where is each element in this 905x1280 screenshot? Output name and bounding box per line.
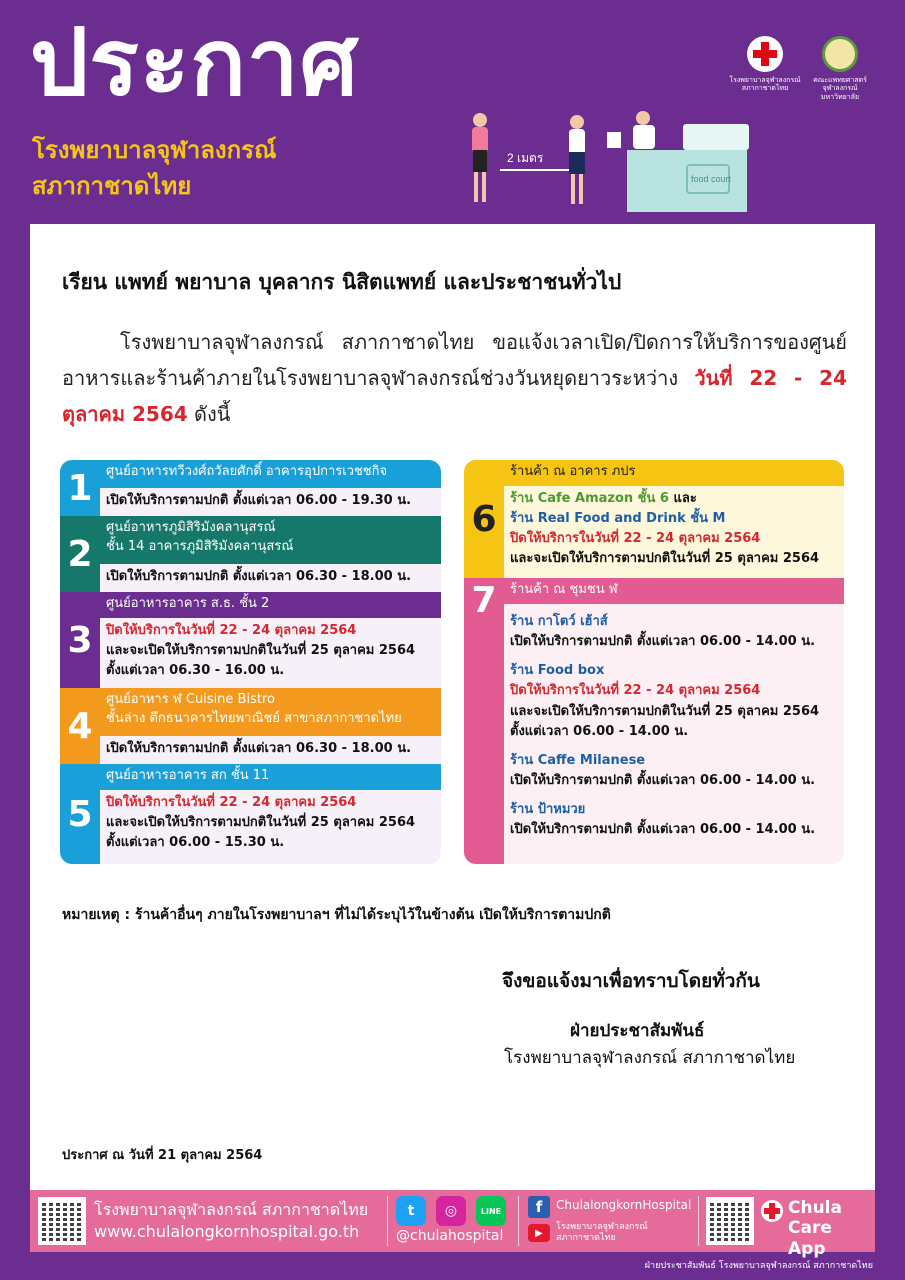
- website-qr-code[interactable]: [38, 1197, 86, 1245]
- app-name-line-2: App: [788, 1238, 826, 1259]
- heading-line-1: ศูนย์อาหารภูมิสิริมังคลานุสรณ์: [106, 520, 276, 535]
- section-details: [504, 604, 844, 864]
- app-qr-code[interactable]: [706, 1197, 754, 1245]
- red-cross-logo: [725, 36, 805, 93]
- section-7: [464, 578, 844, 864]
- app-name[interactable]: [788, 1198, 875, 1259]
- app-name-line-1: Chula Care: [788, 1198, 842, 1239]
- reopen-notice: และจะเปิดให้บริการตามปกติในวันที่ 25 ตุลาคม 2564: [106, 643, 416, 659]
- hospital-name: โรงพยาบาลจุฬาลงกรณ์: [32, 136, 277, 164]
- divider: [518, 1196, 519, 1246]
- red-cross-logo-caption: โรงพยาบาลจุฬาลงกรณ์ สภากาชาดไทย: [729, 76, 801, 93]
- shop-name: ร้าน Food box: [510, 663, 605, 679]
- section-number: 1: [60, 460, 100, 516]
- holiday-date: วันที่ 22 - 24 ตุลาคม 2564: [62, 366, 847, 426]
- section-1: [60, 460, 441, 516]
- section-heading: ร้านค้า ณ อาคาร ภปร: [504, 460, 844, 486]
- closed-notice: ปิดให้บริการในวันที่ 22 - 24 ตุลาคม 2564: [106, 795, 357, 810]
- section-hours: เปิดให้บริการตามปกติ ตั้งแต่เวลา 06.30 - 18.00 น.: [100, 564, 441, 592]
- line-icon[interactable]: LINE: [476, 1196, 506, 1226]
- section-details: [100, 790, 441, 864]
- section-heading: [100, 516, 441, 564]
- heading-line-2: ชั้น 14 อาคารภูมิสิริมังคลานุสรณ์: [106, 538, 294, 554]
- shop-name: ร้าน Real Food and Drink ชั้น M: [510, 511, 726, 527]
- announcement-date: ประกาศ ณ วันที่ 21 ตุลาคม 2564: [62, 1148, 263, 1163]
- footer-hospital-name: โรงพยาบาลจุฬาลงกรณ์ สภากาชาดไทย: [94, 1200, 369, 1219]
- social-distancing-illustration: [455, 110, 755, 220]
- section-2: [60, 516, 441, 592]
- medicine-faculty-logo: [805, 36, 875, 101]
- facebook-page[interactable]: ChulalongkornHospital: [556, 1198, 692, 1212]
- website-link[interactable]: www.chulalongkornhospital.go.th: [94, 1222, 360, 1241]
- shop-name: ร้าน กาโตว์ เฮ้าส์: [510, 614, 608, 629]
- section-5: [60, 764, 441, 864]
- closed-notice: ปิดให้บริการในวันที่ 22 - 24 ตุลาคม 2564: [106, 623, 357, 638]
- medicine-faculty-logo-caption: คณะแพทยศาสตร์ จุฬาลงกรณ์มหาวิทยาลัย: [813, 76, 867, 101]
- page-title: ประกาศ: [30, 9, 359, 116]
- body-paragraph: [62, 324, 847, 432]
- shop-name: ร้าน ป้าหมวย: [510, 802, 586, 818]
- reopen-hours: ตั้งแต่เวลา 06.00 - 15.30 น.: [106, 835, 285, 851]
- body-text: โรงพยาบาลจุฬาลงกรณ์ สภากาชาดไทย ขอแจ้งเวลาเปิด/ปิดการให้บริการของศูนย์อาหารและร้านค้าภายในโรงพยาบาลจุฬาลงกรณ์ช่วงวันหยุดยาวระหว่าง: [62, 330, 847, 390]
- youtube-icon[interactable]: ▶: [528, 1224, 550, 1242]
- heading-line-2: ชั้นล่าง ตึกธนาคารไทยพาณิชย์ สาขาสภากาชาดไทย: [106, 710, 402, 726]
- instagram-icon[interactable]: ◎: [436, 1196, 466, 1226]
- section-number: 7: [464, 578, 504, 864]
- section-heading: ศูนย์อาหารทวีวงศ์ถวัลยศักดิ์ อาคารอุปการเวชชกิจ: [100, 460, 441, 488]
- conjunction: และ: [668, 491, 697, 506]
- red-cross-name: สภากาชาดไทย: [32, 172, 192, 200]
- food-court-sign: food court: [691, 174, 732, 184]
- divider: [698, 1196, 699, 1246]
- divider: [387, 1196, 388, 1246]
- section-heading: ศูนย์อาหารอาคาร ส.ธ. ชั้น 2: [100, 592, 441, 618]
- section-6: [464, 460, 844, 578]
- red-cross-icon: [747, 36, 783, 72]
- seal-icon: [822, 36, 858, 72]
- section-details: [504, 486, 844, 578]
- section-number: 2: [60, 516, 100, 592]
- remark: หมายเหตุ : ร้านค้าอื่นๆ ภายในโรงพยาบาลฯ ที่ไม่ได้ระบุไว้ในข้างต้น เปิดให้บริการตามปกติ: [62, 907, 611, 923]
- section-details: [100, 618, 441, 688]
- section-number: 4: [60, 688, 100, 764]
- section-4: [60, 688, 441, 764]
- section-heading: [100, 688, 441, 736]
- shops-panel: [464, 460, 844, 864]
- twitter-icon[interactable]: t: [396, 1196, 426, 1226]
- shop-name: ร้าน Caffe Milanese: [510, 752, 646, 768]
- reopen-hours: ตั้งแต่เวลา 06.30 - 16.00 น.: [106, 663, 285, 679]
- reopen-notice: และจะเปิดให้บริการตามปกติในวันที่ 25 ตุลาคม 2564: [106, 815, 416, 831]
- closed-notice: ปิดให้บริการในวันที่ 22 - 24 ตุลาคม 2564: [510, 683, 761, 699]
- chula-care-app-icon[interactable]: [761, 1200, 783, 1222]
- footer-bar: [30, 1190, 875, 1259]
- closed-notice: ปิดให้บริการในวันที่ 22 - 24 ตุลาคม 2564: [510, 531, 761, 547]
- reopen-notice: และจะเปิดให้บริการตามปกติในวันที่ 25 ตุลาคม 2564: [510, 551, 820, 567]
- announcement-card: [30, 224, 875, 1190]
- credit-line: ฝ่ายประชาสัมพันธ์ โรงพยาบาลจุฬาลงกรณ์ สภากาชาดไทย: [644, 1261, 873, 1271]
- distance-label: 2 เมตร: [507, 151, 544, 165]
- youtube-channel[interactable]: โรงพยาบาลจุฬาลงกรณ์ สภากาชาดไทย: [556, 1222, 648, 1244]
- food-centers-panel: [60, 460, 441, 864]
- reopen-notice: และจะเปิดให้บริการตามปกติในวันที่ 25 ตุลาคม 2564: [510, 703, 820, 719]
- social-handle[interactable]: @chulahospital: [396, 1228, 504, 1244]
- section-heading: ศูนย์อาหารอาคาร สก ชั้น 11: [100, 764, 441, 790]
- signature-hospital: โรงพยาบาลจุฬาลงกรณ์ สภากาชาดไทย: [504, 1048, 796, 1068]
- body-tail: ดังนี้: [187, 402, 231, 426]
- closing-line: จึงขอแจ้งมาเพื่อทราบโดยทั่วกัน: [502, 970, 760, 992]
- greeting: เรียน แพทย์ พยาบาล บุคลากร นิสิตแพทย์ และประชาชนทั่วไป: [62, 270, 622, 294]
- section-heading: ร้านค้า ณ ชุมชน ฬ: [504, 578, 844, 604]
- shop-hours: เปิดให้บริการตามปกติ ตั้งแต่เวลา 06.00 - 14.00 น.: [510, 772, 816, 788]
- shop-name: ร้าน Cafe Amazon ชั้น 6: [510, 491, 669, 506]
- signature-department: ฝ่ายประชาสัมพันธ์: [570, 1021, 705, 1041]
- shop-hours: เปิดให้บริการตามปกติ ตั้งแต่เวลา 06.00 - 14.00 น.: [510, 634, 816, 650]
- shop-hours: เปิดให้บริการตามปกติ ตั้งแต่เวลา 06.00 - 14.00 น.: [510, 822, 816, 838]
- section-number: 6: [464, 460, 504, 578]
- section-number: 3: [60, 592, 100, 688]
- facebook-icon[interactable]: f: [528, 1196, 550, 1218]
- heading-line-1: ศูนย์อาหาร ฬ Cuisine Bistro: [106, 692, 275, 707]
- section-3: [60, 592, 441, 688]
- reopen-hours: ตั้งแต่เวลา 06.00 - 14.00 น.: [510, 723, 689, 739]
- section-hours: เปิดให้บริการตามปกติ ตั้งแต่เวลา 06.00 - 19.30 น.: [100, 488, 441, 516]
- section-number: 5: [60, 764, 100, 864]
- logos: [725, 36, 875, 106]
- section-hours: เปิดให้บริการตามปกติ ตั้งแต่เวลา 06.30 - 18.00 น.: [100, 736, 441, 764]
